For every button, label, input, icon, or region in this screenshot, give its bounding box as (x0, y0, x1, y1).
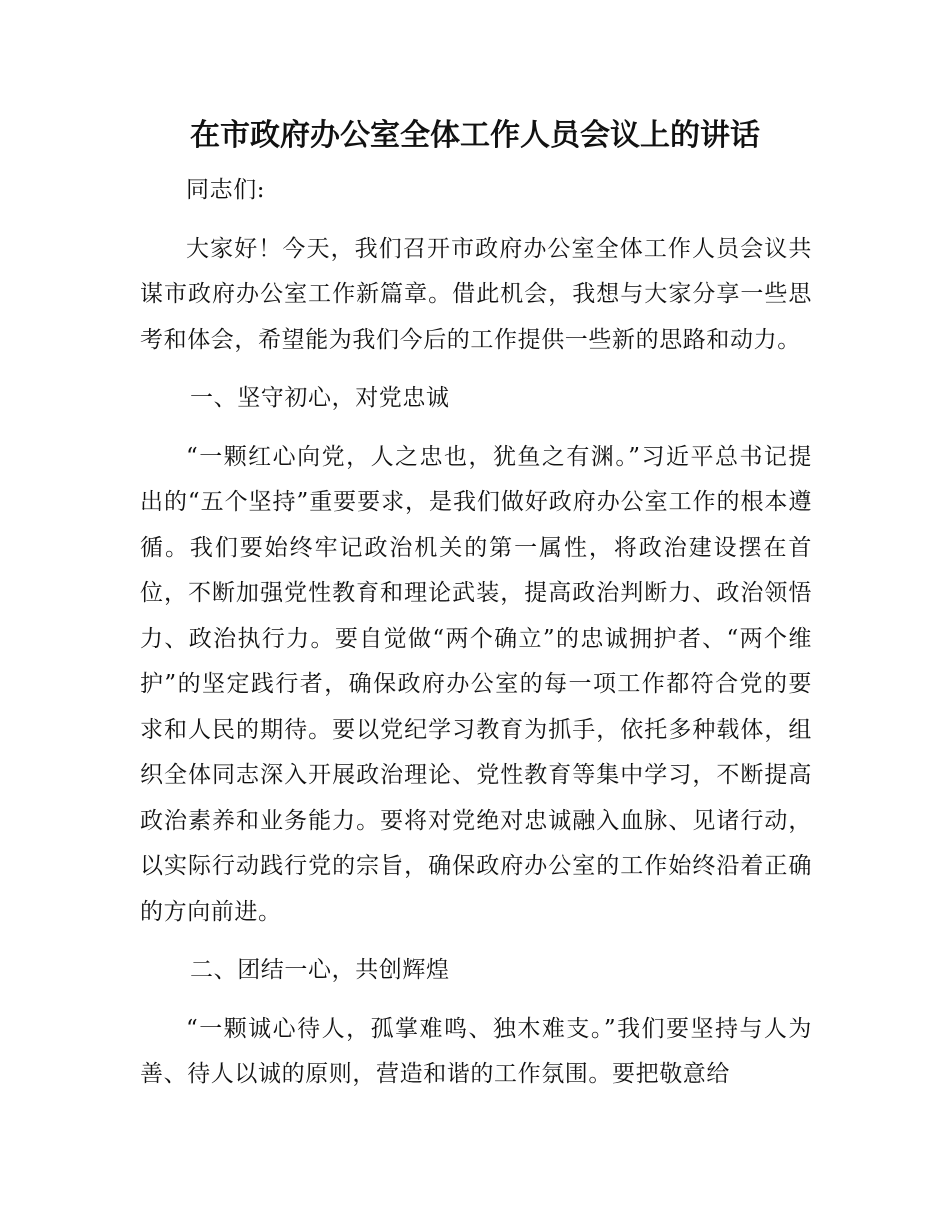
salutation: 同志们: (186, 177, 266, 203)
section-2-paragraph: “一颗诚心待人，孤掌难鸣、独木难支。”我们要坚持与人为善、待人以诚的原则，营造和谐的工作氛围。要把敬意给 (140, 1015, 812, 1087)
section-heading-1: 一、坚守初心，对党忠诚 (190, 385, 450, 411)
document-title: 在市政府办公室全体工作人员会议上的讲话 (190, 118, 760, 153)
document-body (140, 168, 812, 1098)
section-1-paragraph: “一颗红心向党，人之忠也，犹鱼之有渊。”习近平总书记提出的“五个坚持”重要要求，是我们做好政府办公室工作的根本遵循。我们要始终牢记政治机关的第一属性，将政治建设摆在首位，不断加强党性教育和理论武装，提高政治判断力、政治领悟力、政治执行力。要自觉做“两个确立”的忠诚拥护者、“两个维护”的坚定践行者，确保政府办公室的每一项工作都符合党的要求和人民的期待。要以党纪学习教育为抓手，依托多种载体，组织全体同志深入开展政治理论、党性教育等集中学习，不断提高政治素养和业务能力。要将对党绝对忠诚融入血脉、见诸行动，以实际行动践行党的宗旨，确保政府办公室的工作始终沿着正确的方向前进。 (140, 443, 812, 925)
opening-paragraph: 大家好！今天，我们召开市政府办公室全体工作人员会议共谋市政府办公室工作新篇章。借此机会，我想与大家分享一些思考和体会，希望能为我们今后的工作提供一些新的思路和动力。 (140, 235, 812, 353)
section-heading-2: 二、团结一心，共创辉煌 (190, 957, 450, 983)
